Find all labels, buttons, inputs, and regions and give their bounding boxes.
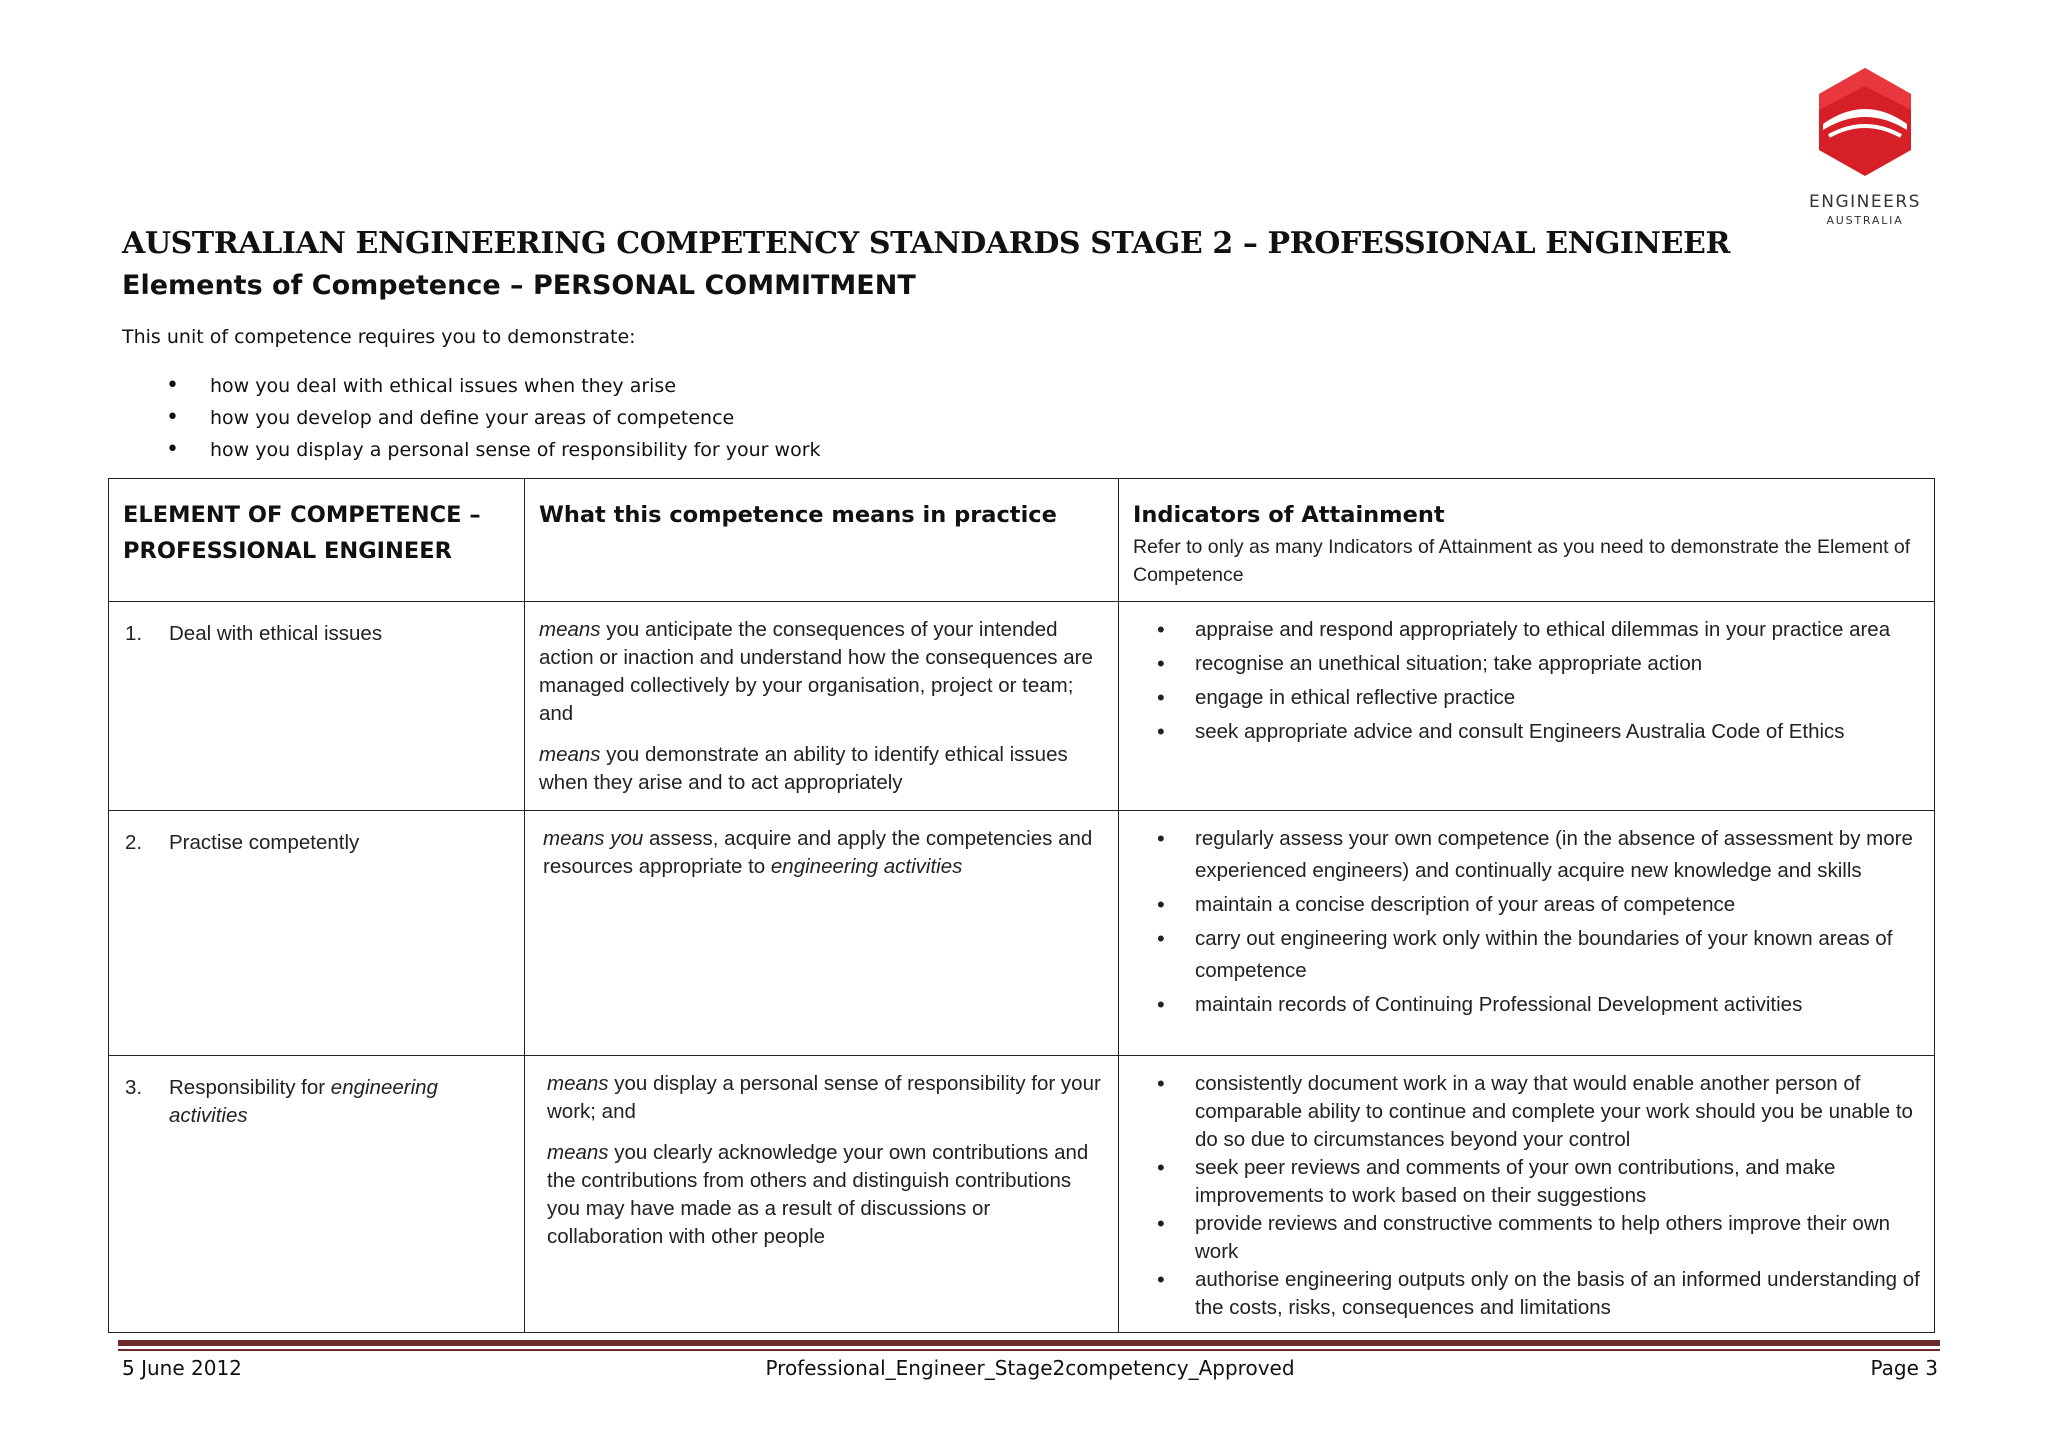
meaning-cell	[525, 602, 1119, 811]
indicator-item: • regularly assess your own competence (in the absence of assessment by more experienced engineers) and continually acquire new knowledge and skills	[1133, 823, 1920, 887]
intro-list-item: • how you develop and define your areas of competence	[122, 402, 821, 434]
element-number: 2.	[125, 831, 143, 854]
indicators-cell	[1119, 602, 1935, 811]
header-element	[109, 479, 525, 602]
meaning-cell	[525, 811, 1119, 1056]
element-number: 3.	[125, 1076, 143, 1099]
header-element-line2: PROFESSIONAL ENGINEER	[123, 538, 452, 564]
indicator-item: • seek peer reviews and comments of your own contributions, and make improvements to work based on their suggestions	[1133, 1154, 1920, 1210]
element-cell	[109, 811, 525, 1056]
indicator-item: • engage in ethical reflective practice	[1133, 684, 1920, 712]
indicator-item: • provide reviews and constructive comments to help others improve their own work	[1133, 1210, 1920, 1266]
indicator-list	[1133, 616, 1920, 746]
header-indicators-text: Indicators of Attainment	[1133, 502, 1445, 528]
table-header-row	[109, 479, 1935, 602]
meaning-text: you display a personal sense of responsibility for your work; and	[547, 1072, 1101, 1123]
header-meaning	[525, 479, 1119, 602]
meaning-text: you clearly acknowledge your own contributions and the contributions from others and distinguish contributions you may have made as a result of discussions or collaboration with other people	[547, 1141, 1089, 1248]
indicator-item: • maintain records of Continuing Professional Development activities	[1133, 989, 1920, 1021]
header-element-line1: ELEMENT OF COMPETENCE –	[123, 502, 481, 528]
indicator-item: • carry out engineering work only within the boundaries of your known areas of competence	[1133, 923, 1920, 987]
meaning-text: you anticipate the consequences of your intended action or inaction and understand how the consequences are managed collectively by your organisation, project or team; and	[539, 618, 1093, 725]
logo-name: ENGINEERS	[1809, 192, 1921, 212]
element-cell	[109, 602, 525, 811]
indicator-item: • maintain a concise description of your areas of competence	[1133, 889, 1920, 921]
table-row	[109, 811, 1935, 1056]
element-label-emphasis: engineering activities	[169, 1076, 438, 1127]
meaning-text: assess, acquire and apply the competencies and resources appropriate to	[543, 827, 1093, 878]
footer-rule-thin	[118, 1349, 1940, 1351]
intro-list-item: • how you deal with ethical issues when they arise	[122, 370, 821, 402]
indicator-item: • consistently document work in a way that would enable another person of comparable ability to continue and complete your work should you be unable to do so due to circumstances beyond your control	[1133, 1070, 1920, 1154]
indicator-item: • authorise engineering outputs only on the basis of an informed understanding of the costs, risks, consequences and limitations	[1133, 1266, 1920, 1322]
competency-table	[108, 478, 1935, 1333]
indicators-cell	[1119, 1056, 1935, 1333]
indicator-item: • seek appropriate advice and consult Engineers Australia Code of Ethics	[1133, 718, 1920, 746]
page-subtitle: Elements of Competence – PERSONAL COMMITMENT	[122, 270, 916, 301]
element-label: Deal with ethical issues	[169, 622, 383, 645]
meaning-cell	[525, 1056, 1119, 1333]
indicator-item: • recognise an unethical situation; take appropriate action	[1133, 650, 1920, 678]
means-word: means	[539, 618, 601, 641]
intro-list	[122, 370, 821, 466]
element-label-text: Responsibility for	[169, 1076, 331, 1099]
header-indicators-note: Refer to only as many Indicators of Attainment as you need to demonstrate the Element of Competence	[1133, 536, 1911, 586]
element-label	[169, 1074, 510, 1130]
header-indicators	[1119, 479, 1935, 602]
meaning-text: you demonstrate an ability to identify ethical issues when they arise and to act appropriately	[539, 743, 1068, 794]
indicator-list	[1133, 823, 1920, 1021]
intro-list-item: • how you display a personal sense of responsibility for your work	[122, 434, 821, 466]
indicator-item: • appraise and respond appropriately to ethical dilemmas in your practice area	[1133, 616, 1920, 644]
means-word: means	[547, 1072, 609, 1095]
table-row	[109, 602, 1935, 811]
footer-rule	[118, 1340, 1940, 1346]
footer-document-name: Professional_Engineer_Stage2competency_Approved	[765, 1356, 1295, 1380]
means-word: means	[539, 743, 601, 766]
element-cell	[109, 1056, 525, 1333]
element-label: Practise competently	[169, 831, 360, 854]
logo-subtitle: AUSTRALIA	[1826, 214, 1904, 227]
means-word: means you	[543, 827, 644, 850]
meaning-emphasis: engineering activities	[770, 855, 963, 878]
means-word: means	[547, 1141, 609, 1164]
indicator-list	[1133, 1070, 1920, 1322]
engineers-australia-logo	[1790, 66, 1940, 227]
header-meaning-text: What this competence means in practice	[539, 502, 1057, 528]
hexagon-logo-icon	[1815, 66, 1915, 178]
indicators-cell	[1119, 811, 1935, 1056]
footer-date: 5 June 2012	[122, 1356, 242, 1380]
page-title: AUSTRALIAN ENGINEERING COMPETENCY STANDARDS STAGE 2 – PROFESSIONAL ENGINEER	[122, 226, 1731, 261]
footer-page-number: Page 3	[1870, 1356, 1938, 1380]
intro-text: This unit of competence requires you to demonstrate:	[122, 326, 636, 348]
element-number: 1.	[125, 622, 143, 645]
table-row	[109, 1056, 1935, 1333]
